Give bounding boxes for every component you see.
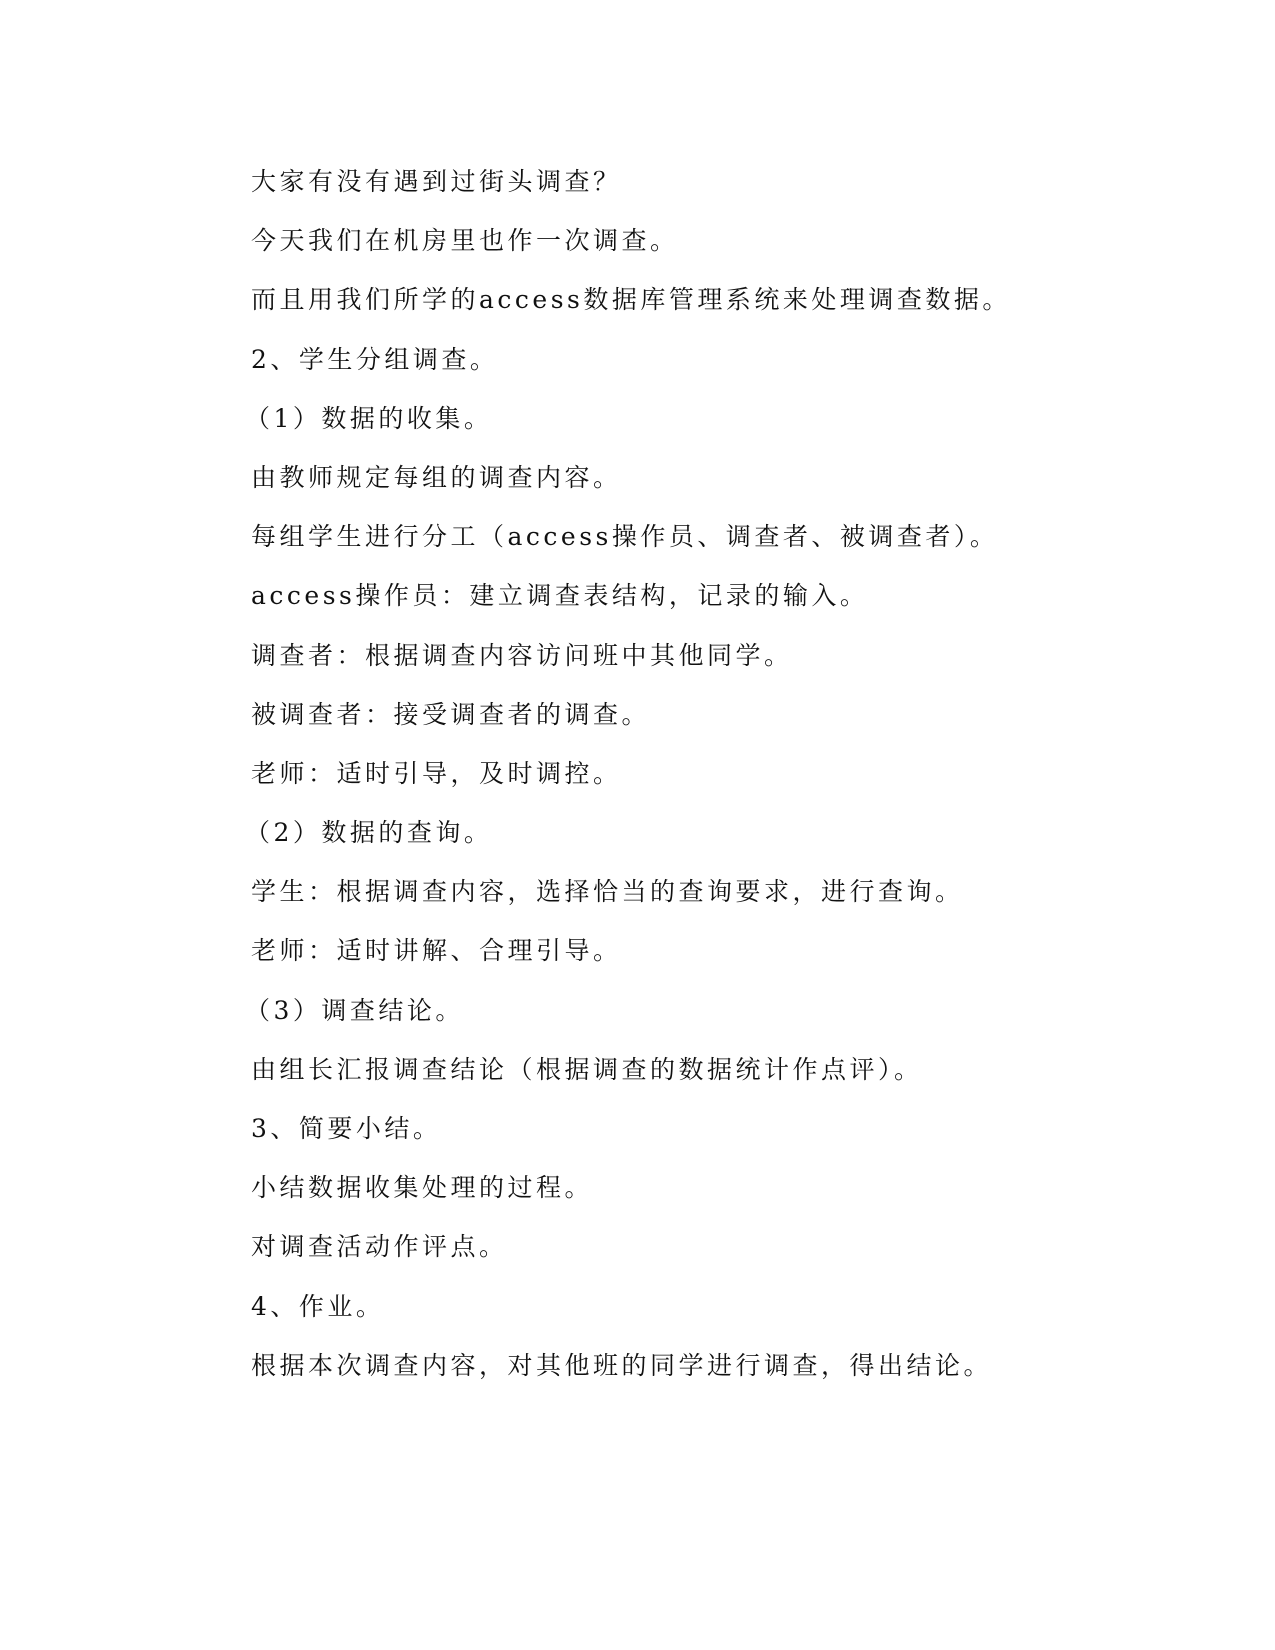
- subsection-heading: （3）调查结论。: [245, 995, 464, 1025]
- section-heading: 4、作业。: [251, 1291, 385, 1321]
- text-line: 小结数据收集处理的过程。: [251, 1173, 594, 1203]
- text-line: 被调查者：接受调查者的调查。: [251, 699, 651, 729]
- subsection-heading: （2）数据的查询。: [245, 818, 493, 848]
- text-line: 根据本次调查内容，对其他班的同学进行调查，得出结论。: [251, 1350, 993, 1380]
- text-line: 由教师规定每组的调查内容。: [251, 462, 622, 492]
- text-line: 而且用我们所学的access数据库管理系统来处理调查数据。: [251, 285, 1011, 315]
- text-line: 老师：适时引导，及时调控。: [251, 758, 622, 788]
- subsection-heading: （1）数据的收集。: [245, 403, 493, 433]
- text-line: 每组学生进行分工（access操作员、调查者、被调查者）。: [251, 522, 999, 552]
- text-line: 今天我们在机房里也作一次调查。: [251, 226, 679, 256]
- section-heading: 2、学生分组调查。: [251, 344, 499, 374]
- text-line: 学生：根据调查内容，选择恰当的查询要求，进行查询。: [251, 877, 964, 907]
- section-heading: 3、简要小结。: [251, 1114, 442, 1143]
- text-line: access操作员：建立调查表结构，记录的输入。: [251, 581, 869, 611]
- text-line: 对调查活动作评点。: [251, 1232, 508, 1262]
- document-body: [245, 162, 1051, 1405]
- text-line: 大家有没有遇到过街头调查？: [251, 167, 622, 196]
- text-line: 调查者：根据调查内容访问班中其他同学。: [251, 640, 793, 670]
- text-line: 老师：适时讲解、合理引导。: [251, 936, 622, 966]
- text-line: 由组长汇报调查结论（根据调查的数据统计作点评）。: [251, 1054, 923, 1084]
